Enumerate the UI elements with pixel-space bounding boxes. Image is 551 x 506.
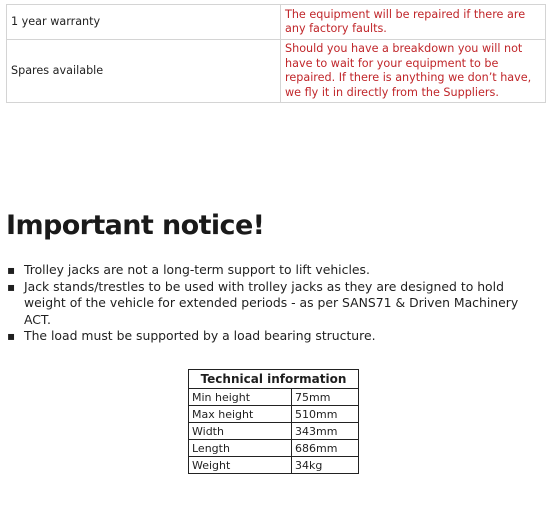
- technical-info-title: Technical information: [189, 370, 359, 389]
- feature-description: The equipment will be repaired if there are any factory faults.: [281, 5, 546, 40]
- feature-row-warranty: [7, 5, 546, 40]
- spec-value: 686mm: [292, 440, 359, 457]
- table-row: [189, 389, 359, 406]
- spec-label: Min height: [189, 389, 292, 406]
- spec-label: Max height: [189, 406, 292, 423]
- spec-label: Length: [189, 440, 292, 457]
- notice-item-text: Trolley jacks are not a long-term support to lift vehicles.: [24, 262, 370, 277]
- notice-item-text: The load must be supported by a load bearing structure.: [24, 328, 376, 343]
- spec-value: 510mm: [292, 406, 359, 423]
- feature-row-spares: [7, 40, 546, 103]
- important-notice-heading: Important notice!: [6, 210, 265, 241]
- technical-info-table: [188, 369, 359, 474]
- square-bullet-icon: ▪: [7, 279, 16, 294]
- notice-list: [6, 262, 541, 345]
- notice-item: [6, 262, 541, 279]
- table-row: [189, 457, 359, 474]
- spec-label: Weight: [189, 457, 292, 474]
- feature-name: 1 year warranty: [7, 5, 281, 40]
- spec-value: 34kg: [292, 457, 359, 474]
- table-row: [189, 406, 359, 423]
- feature-description: Should you have a breakdown you will not have to wait for your equipment to be repaired. If there is anything we don’t have, we fly it in directly from the Suppliers.: [281, 40, 546, 103]
- technical-info-header-row: [189, 370, 359, 389]
- spec-label: Width: [189, 423, 292, 440]
- notice-item: [6, 279, 541, 329]
- feature-name: Spares available: [7, 40, 281, 103]
- notice-item: [6, 328, 541, 345]
- table-row: [189, 440, 359, 457]
- features-table: [6, 4, 546, 103]
- spec-value: 343mm: [292, 423, 359, 440]
- spec-value: 75mm: [292, 389, 359, 406]
- table-row: [189, 423, 359, 440]
- square-bullet-icon: ▪: [7, 263, 16, 277]
- square-bullet-icon: ▪: [7, 329, 16, 343]
- notice-item-text: Jack stands/trestles to be used with trolley jacks as they are designed to hold weight of the vehicle for extended periods - as per SANS71 & Driven Machinery ACT.: [24, 278, 519, 327]
